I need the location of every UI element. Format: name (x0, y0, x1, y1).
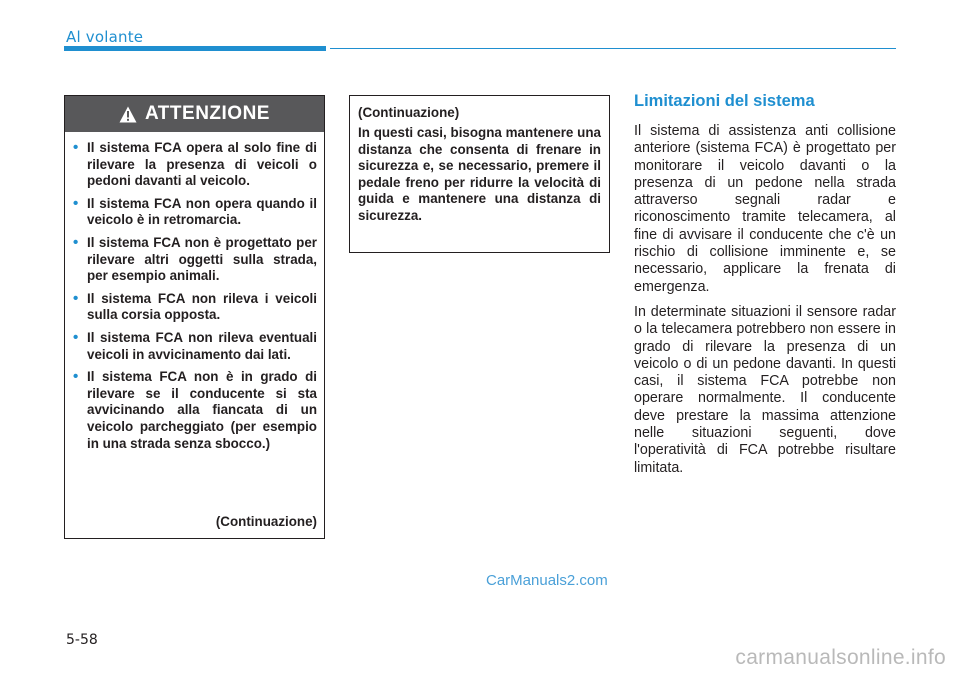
warning-triangle-icon (119, 106, 137, 123)
page-number: 5-58 (66, 632, 98, 648)
bullet-icon: • (73, 328, 79, 346)
right-column (634, 92, 896, 485)
section-heading: Limitazioni del sistema (634, 92, 815, 110)
warning-list (65, 132, 324, 452)
warning-item: • Il sistema FCA opera al solo fine di rilevare la presenza di veicoli o pedoni davanti al veicolo. (73, 139, 317, 189)
bullet-icon: • (73, 139, 79, 156)
watermark-link[interactable]: CarManuals2.com (486, 572, 608, 589)
warning-header (65, 96, 324, 132)
header-rule-thin (330, 48, 896, 49)
bullet-icon: • (73, 194, 79, 212)
warning-box (64, 95, 325, 539)
site-footer-link[interactable]: carmanualsonline.info (735, 646, 946, 669)
warning-item: • Il sistema FCA non è in grado di rilevare se il conducente si sta avvicinando alla fiancata di un veicolo parcheggiato (per esempio in una strada senza sbocco.) (73, 368, 317, 451)
continuation-title: (Continuazione) (358, 105, 460, 120)
header-rule-thick (64, 46, 326, 51)
warning-continuation: (Continuazione) (215, 514, 317, 529)
bullet-icon: • (73, 368, 79, 386)
section-title: Al volante (66, 28, 144, 46)
bullet-icon: • (73, 233, 79, 251)
continuation-body: In questi casi, bisogna mantenere una distanza che consenta di frenare in sicurezza e, se necessario, premere il pedale freno per ridurre la velocità di guida e mantenere una distanza di sicurezza. (358, 125, 601, 223)
warning-item: • Il sistema FCA non opera quando il veicolo è in retromarcia. (73, 194, 317, 228)
warning-item: • Il sistema FCA non rileva eventuali veicoli in avvicinamento dai lati. (73, 328, 317, 362)
bullet-icon: • (73, 289, 79, 307)
warning-item: • Il sistema FCA non è progettato per rilevare altri oggetti sulla strada, per esempio animali. (73, 233, 317, 284)
body-paragraph: Il sistema di assistenza anti collisione anteriore (sistema FCA) è progettato per monitorare il veicolo davanti o la presenza di un pedone nella strada attraverso segnali radar e riconoscimento tramite telecamera, al fine di avvisare il conducente che c'è un rischio di collisione imminente e, se necessario, applicare la frenata di emergenza. (634, 123, 896, 295)
body-paragraph: In determinate situazioni il sensore radar o la telecamera potrebbero non essere in grado di rilevare la presenza di un veicolo o di un pedone davanti. In questi casi, il sistema FCA potrebbe non operare normalmente. Il conducente deve prestare la massima attenzione nelle situazioni seguenti, dove l'operatività di FCA potrebbe risultare limitata. (634, 303, 896, 476)
warning-item: • Il sistema FCA non rileva i veicoli sulla corsia opposta. (73, 289, 317, 323)
warning-title: ATTENZIONE (145, 103, 270, 124)
continuation-box (349, 95, 610, 253)
